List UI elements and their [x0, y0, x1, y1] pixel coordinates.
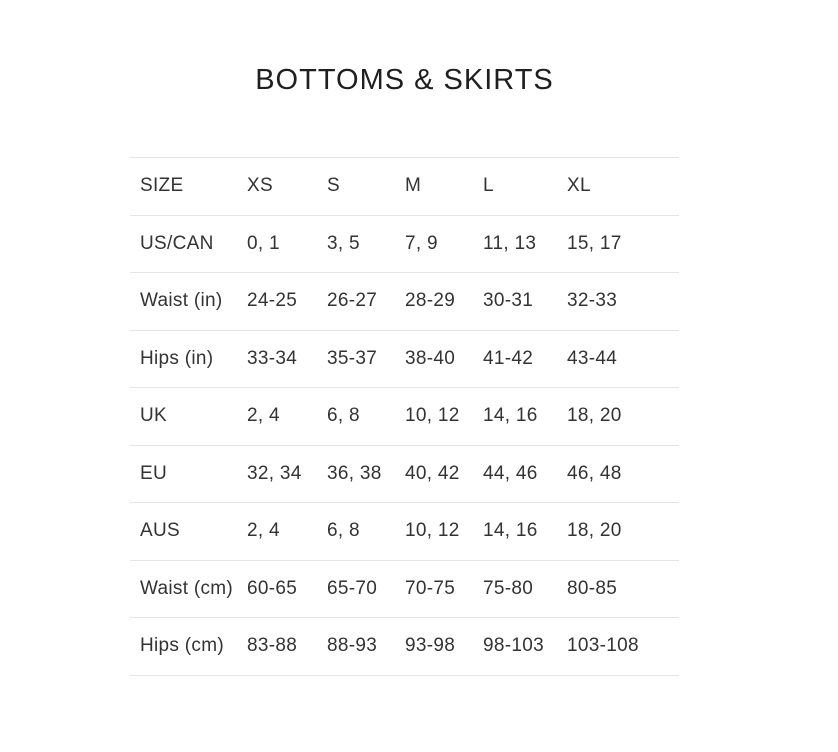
- size-value-cell: 44, 46: [483, 462, 538, 484]
- size-value-cell: 93-98: [405, 635, 456, 657]
- table-row: [130, 330, 679, 388]
- column-header-xs: XS: [247, 175, 273, 197]
- column-header-s: S: [327, 175, 340, 197]
- size-value-cell: 11, 13: [483, 232, 537, 254]
- row-label: Hips (cm): [140, 635, 224, 657]
- size-value-cell: 28-29: [405, 290, 456, 312]
- size-value-cell: 32, 34: [247, 462, 302, 484]
- size-value-cell: 38-40: [405, 347, 456, 369]
- size-value-cell: 98-103: [483, 635, 544, 657]
- size-value-cell: 7, 9: [405, 232, 438, 254]
- size-value-cell: 40, 42: [405, 462, 460, 484]
- size-value-cell: 75-80: [483, 577, 534, 599]
- size-value-cell: 18, 20: [567, 405, 622, 427]
- size-value-cell: 10, 12: [405, 405, 460, 427]
- size-value-cell: 36, 38: [327, 462, 382, 484]
- size-value-cell: 33-34: [247, 347, 298, 369]
- table-row: [130, 445, 679, 503]
- size-value-cell: 70-75: [405, 577, 456, 599]
- size-value-cell: 83-88: [247, 635, 298, 657]
- size-value-cell: 2, 4: [247, 405, 280, 427]
- size-value-cell: 3, 5: [327, 232, 360, 254]
- size-value-cell: 35-37: [327, 347, 378, 369]
- size-chart-body: [130, 215, 679, 675]
- size-value-cell: 24-25: [247, 290, 298, 312]
- size-value-cell: 15, 17: [567, 232, 622, 254]
- size-chart-table: [130, 157, 679, 676]
- row-label: US/CAN: [140, 232, 214, 254]
- size-value-cell: 88-93: [327, 635, 378, 657]
- column-header-xl: XL: [567, 175, 591, 197]
- table-row: [130, 560, 679, 618]
- size-value-cell: 18, 20: [567, 520, 622, 542]
- column-header-m: M: [405, 175, 422, 197]
- size-value-cell: 32-33: [567, 290, 618, 312]
- column-header-l: L: [483, 175, 494, 197]
- size-chart-header-row: [130, 158, 679, 216]
- row-label: UK: [140, 405, 167, 427]
- row-label: EU: [140, 462, 167, 484]
- size-value-cell: 103-108: [567, 635, 639, 657]
- size-value-cell: 6, 8: [327, 520, 360, 542]
- size-value-cell: 26-27: [327, 290, 378, 312]
- row-label: Waist (in): [140, 290, 223, 312]
- table-row: [130, 503, 679, 561]
- column-header-size: SIZE: [140, 175, 184, 197]
- page-title: BOTTOMS & SKIRTS: [255, 64, 554, 96]
- table-row: [130, 388, 679, 446]
- size-value-cell: 10, 12: [405, 520, 460, 542]
- size-value-cell: 43-44: [567, 347, 618, 369]
- table-row: [130, 273, 679, 331]
- size-value-cell: 6, 8: [327, 405, 360, 427]
- size-value-cell: 80-85: [567, 577, 618, 599]
- size-value-cell: 2, 4: [247, 520, 280, 542]
- size-value-cell: 30-31: [483, 290, 534, 312]
- row-label: Hips (in): [140, 347, 214, 369]
- size-value-cell: 14, 16: [483, 520, 538, 542]
- size-value-cell: 46, 48: [567, 462, 622, 484]
- row-label: AUS: [140, 520, 180, 542]
- size-value-cell: 41-42: [483, 347, 534, 369]
- size-value-cell: 65-70: [327, 577, 378, 599]
- size-value-cell: 0, 1: [247, 232, 280, 254]
- table-row: [130, 215, 679, 273]
- size-chart-header: [130, 158, 679, 216]
- table-row: [130, 618, 679, 676]
- row-label: Waist (cm): [140, 577, 234, 599]
- size-value-cell: 14, 16: [483, 405, 538, 427]
- size-value-cell: 60-65: [247, 577, 298, 599]
